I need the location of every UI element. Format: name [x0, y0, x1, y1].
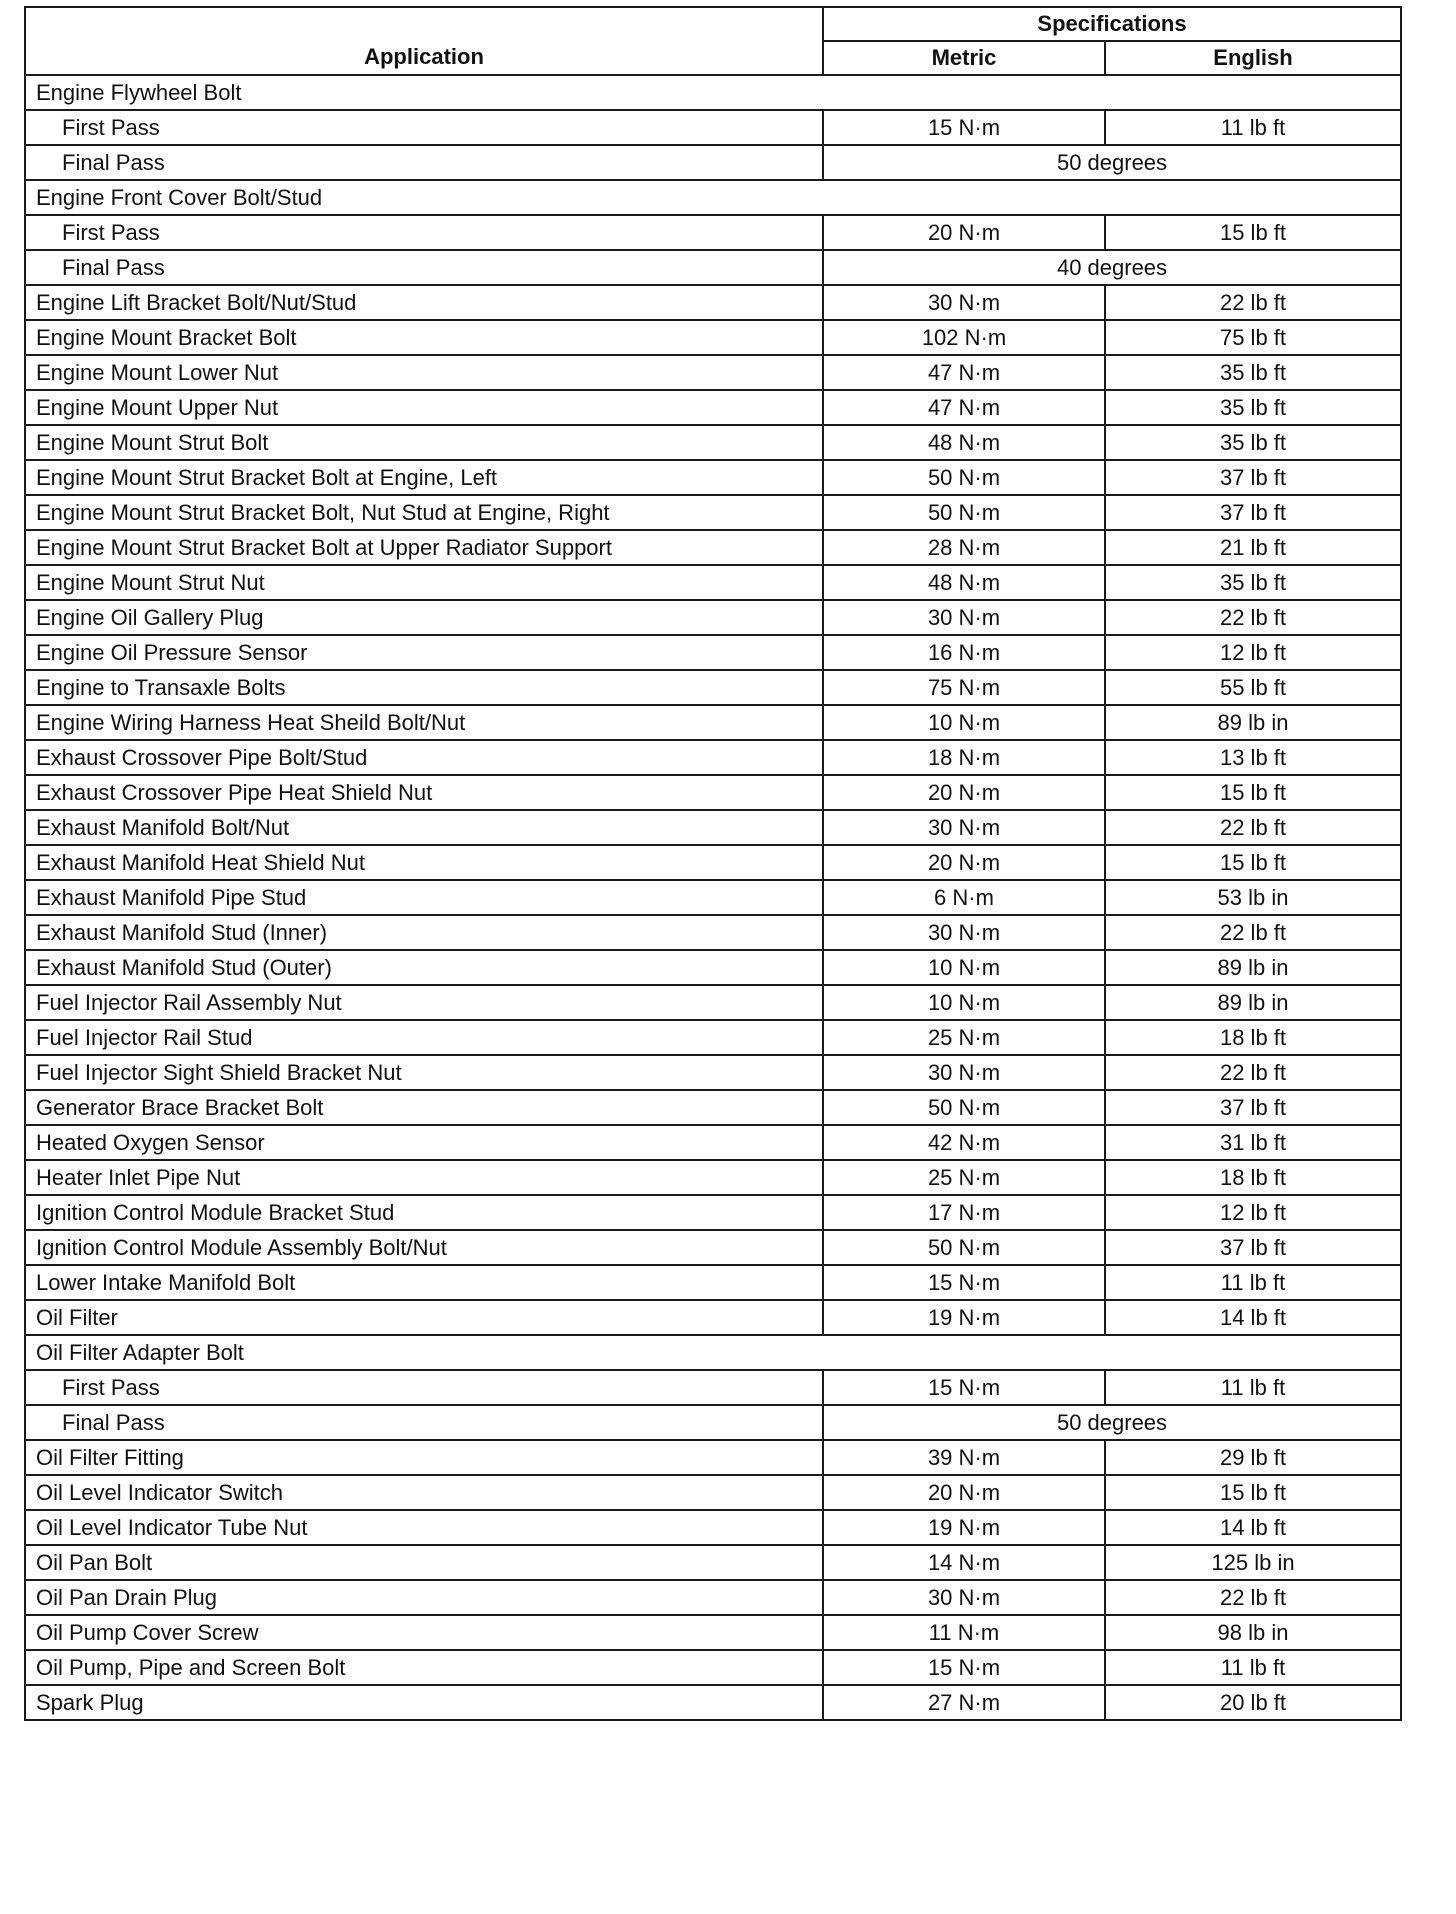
english-cell: 21 lb ft: [1105, 530, 1401, 565]
table-row: [25, 565, 1401, 600]
table-row: [25, 670, 1401, 705]
metric-cell: 25 N·m: [823, 1020, 1105, 1055]
metric-cell: 48 N·m: [823, 565, 1105, 600]
english-cell: 22 lb ft: [1105, 285, 1401, 320]
table-row: [25, 355, 1401, 390]
metric-cell: 48 N·m: [823, 425, 1105, 460]
spec-span-cell: 50 degrees: [823, 1405, 1401, 1440]
english-cell: 35 lb ft: [1105, 355, 1401, 390]
metric-cell: 6 N·m: [823, 880, 1105, 915]
table-row: [25, 635, 1401, 670]
english-cell: 15 lb ft: [1105, 1475, 1401, 1510]
table-row: [25, 75, 1401, 110]
english-cell: 11 lb ft: [1105, 1265, 1401, 1300]
english-cell: 22 lb ft: [1105, 810, 1401, 845]
application-cell: Engine Oil Gallery Plug: [25, 600, 823, 635]
english-cell: 12 lb ft: [1105, 635, 1401, 670]
english-cell: 22 lb ft: [1105, 600, 1401, 635]
torque-spec-table: [24, 6, 1402, 1721]
metric-cell: 20 N·m: [823, 1475, 1105, 1510]
application-cell: Oil Filter Adapter Bolt: [25, 1335, 1401, 1370]
metric-cell: 14 N·m: [823, 1545, 1105, 1580]
metric-cell: 16 N·m: [823, 635, 1105, 670]
application-cell: Oil Pump Cover Screw: [25, 1615, 823, 1650]
application-cell: Engine Mount Strut Bracket Bolt, Nut Stud at Engine, Right: [25, 495, 823, 530]
metric-cell: 11 N·m: [823, 1615, 1105, 1650]
english-cell: 125 lb in: [1105, 1545, 1401, 1580]
application-cell: Engine Mount Strut Bracket Bolt at Engine, Left: [25, 460, 823, 495]
spec-span-cell: 40 degrees: [823, 250, 1401, 285]
table-row: [25, 1370, 1401, 1405]
english-cell: 11 lb ft: [1105, 110, 1401, 145]
application-cell: Fuel Injector Rail Stud: [25, 1020, 823, 1055]
application-cell: Engine Mount Strut Bolt: [25, 425, 823, 460]
table-row: [25, 1300, 1401, 1335]
table-row: [25, 810, 1401, 845]
table-row: [25, 1020, 1401, 1055]
application-cell: First Pass: [25, 215, 823, 250]
application-cell: Exhaust Manifold Heat Shield Nut: [25, 845, 823, 880]
application-cell: Oil Pan Drain Plug: [25, 1580, 823, 1615]
application-cell: Exhaust Manifold Bolt/Nut: [25, 810, 823, 845]
application-cell: Spark Plug: [25, 1685, 823, 1720]
metric-cell: 30 N·m: [823, 810, 1105, 845]
spec-table-body: [25, 75, 1401, 1720]
table-row: [25, 145, 1401, 180]
application-cell: Fuel Injector Sight Shield Bracket Nut: [25, 1055, 823, 1090]
application-cell: Exhaust Manifold Stud (Inner): [25, 915, 823, 950]
table-row: [25, 1580, 1401, 1615]
application-cell: Ignition Control Module Bracket Stud: [25, 1195, 823, 1230]
table-row: [25, 320, 1401, 355]
metric-cell: 20 N·m: [823, 845, 1105, 880]
table-row: [25, 985, 1401, 1020]
application-cell: Engine Flywheel Bolt: [25, 75, 1401, 110]
application-cell: Oil Filter: [25, 1300, 823, 1335]
table-row: [25, 1510, 1401, 1545]
table-row: [25, 1265, 1401, 1300]
application-cell: Engine Mount Bracket Bolt: [25, 320, 823, 355]
metric-cell: 30 N·m: [823, 1580, 1105, 1615]
metric-cell: 50 N·m: [823, 1230, 1105, 1265]
table-row: [25, 705, 1401, 740]
table-row: [25, 1475, 1401, 1510]
metric-cell: 27 N·m: [823, 1685, 1105, 1720]
application-cell: Exhaust Crossover Pipe Bolt/Stud: [25, 740, 823, 775]
english-cell: 14 lb ft: [1105, 1300, 1401, 1335]
english-cell: 89 lb in: [1105, 950, 1401, 985]
application-cell: Final Pass: [25, 1405, 823, 1440]
application-cell: Engine to Transaxle Bolts: [25, 670, 823, 705]
table-row: [25, 740, 1401, 775]
table-row: [25, 1685, 1401, 1720]
application-cell: Ignition Control Module Assembly Bolt/Nut: [25, 1230, 823, 1265]
application-cell: Exhaust Manifold Pipe Stud: [25, 880, 823, 915]
metric-cell: 30 N·m: [823, 915, 1105, 950]
application-cell: Engine Mount Lower Nut: [25, 355, 823, 390]
table-row: [25, 1230, 1401, 1265]
table-row: [25, 600, 1401, 635]
table-row: [25, 1405, 1401, 1440]
metric-cell: 75 N·m: [823, 670, 1105, 705]
metric-cell: 18 N·m: [823, 740, 1105, 775]
english-cell: 15 lb ft: [1105, 775, 1401, 810]
english-cell: 22 lb ft: [1105, 1580, 1401, 1615]
metric-cell: 50 N·m: [823, 460, 1105, 495]
table-row: [25, 215, 1401, 250]
english-cell: 29 lb ft: [1105, 1440, 1401, 1475]
table-row: [25, 495, 1401, 530]
english-cell: 18 lb ft: [1105, 1160, 1401, 1195]
table-row: [25, 285, 1401, 320]
english-cell: 89 lb in: [1105, 705, 1401, 740]
application-cell: Oil Pan Bolt: [25, 1545, 823, 1580]
application-cell: Oil Level Indicator Switch: [25, 1475, 823, 1510]
application-cell: Generator Brace Bracket Bolt: [25, 1090, 823, 1125]
application-cell: Final Pass: [25, 250, 823, 285]
table-row: [25, 1650, 1401, 1685]
application-header: Application: [25, 7, 823, 75]
application-cell: Heater Inlet Pipe Nut: [25, 1160, 823, 1195]
table-row: [25, 950, 1401, 985]
english-cell: 31 lb ft: [1105, 1125, 1401, 1160]
metric-cell: 39 N·m: [823, 1440, 1105, 1475]
application-cell: Fuel Injector Rail Assembly Nut: [25, 985, 823, 1020]
application-cell: Final Pass: [25, 145, 823, 180]
table-row: [25, 110, 1401, 145]
metric-cell: 20 N·m: [823, 775, 1105, 810]
application-cell: Engine Mount Strut Nut: [25, 565, 823, 600]
metric-cell: 30 N·m: [823, 600, 1105, 635]
table-row: [25, 460, 1401, 495]
metric-cell: 42 N·m: [823, 1125, 1105, 1160]
english-header: English: [1105, 41, 1401, 75]
metric-cell: 17 N·m: [823, 1195, 1105, 1230]
header-row-top: [25, 7, 1401, 41]
english-cell: 35 lb ft: [1105, 390, 1401, 425]
metric-cell: 25 N·m: [823, 1160, 1105, 1195]
metric-cell: 15 N·m: [823, 1265, 1105, 1300]
english-cell: 18 lb ft: [1105, 1020, 1401, 1055]
application-cell: Engine Oil Pressure Sensor: [25, 635, 823, 670]
english-cell: 11 lb ft: [1105, 1650, 1401, 1685]
metric-cell: 10 N·m: [823, 705, 1105, 740]
application-cell: First Pass: [25, 1370, 823, 1405]
application-cell: Engine Mount Strut Bracket Bolt at Upper Radiator Support: [25, 530, 823, 565]
metric-cell: 20 N·m: [823, 215, 1105, 250]
table-row: [25, 250, 1401, 285]
application-cell: Lower Intake Manifold Bolt: [25, 1265, 823, 1300]
table-row: [25, 1090, 1401, 1125]
table-row: [25, 180, 1401, 215]
table-row: [25, 1055, 1401, 1090]
metric-cell: 30 N·m: [823, 285, 1105, 320]
table-row: [25, 1440, 1401, 1475]
english-cell: 13 lb ft: [1105, 740, 1401, 775]
metric-cell: 19 N·m: [823, 1300, 1105, 1335]
english-cell: 22 lb ft: [1105, 1055, 1401, 1090]
application-cell: Engine Mount Upper Nut: [25, 390, 823, 425]
application-cell: Heated Oxygen Sensor: [25, 1125, 823, 1160]
table-row: [25, 775, 1401, 810]
metric-cell: 102 N·m: [823, 320, 1105, 355]
metric-cell: 10 N·m: [823, 950, 1105, 985]
table-row: [25, 1195, 1401, 1230]
english-cell: 15 lb ft: [1105, 845, 1401, 880]
english-cell: 75 lb ft: [1105, 320, 1401, 355]
table-row: [25, 1125, 1401, 1160]
metric-cell: 10 N·m: [823, 985, 1105, 1020]
application-cell: Exhaust Manifold Stud (Outer): [25, 950, 823, 985]
application-cell: Engine Front Cover Bolt/Stud: [25, 180, 1401, 215]
metric-header: Metric: [823, 41, 1105, 75]
english-cell: 35 lb ft: [1105, 425, 1401, 460]
metric-cell: 30 N·m: [823, 1055, 1105, 1090]
english-cell: 89 lb in: [1105, 985, 1401, 1020]
english-cell: 35 lb ft: [1105, 565, 1401, 600]
application-cell: Engine Wiring Harness Heat Sheild Bolt/Nut: [25, 705, 823, 740]
english-cell: 37 lb ft: [1105, 1230, 1401, 1265]
metric-cell: 15 N·m: [823, 110, 1105, 145]
metric-cell: 47 N·m: [823, 355, 1105, 390]
english-cell: 37 lb ft: [1105, 1090, 1401, 1125]
metric-cell: 15 N·m: [823, 1650, 1105, 1685]
english-cell: 20 lb ft: [1105, 1685, 1401, 1720]
table-row: [25, 915, 1401, 950]
english-cell: 37 lb ft: [1105, 460, 1401, 495]
english-cell: 98 lb in: [1105, 1615, 1401, 1650]
table-row: [25, 530, 1401, 565]
english-cell: 11 lb ft: [1105, 1370, 1401, 1405]
application-cell: Engine Lift Bracket Bolt/Nut/Stud: [25, 285, 823, 320]
table-row: [25, 1160, 1401, 1195]
metric-cell: 50 N·m: [823, 1090, 1105, 1125]
english-cell: 22 lb ft: [1105, 915, 1401, 950]
metric-cell: 50 N·m: [823, 495, 1105, 530]
english-cell: 55 lb ft: [1105, 670, 1401, 705]
english-cell: 37 lb ft: [1105, 495, 1401, 530]
specifications-header: Specifications: [823, 7, 1401, 41]
application-cell: Oil Pump, Pipe and Screen Bolt: [25, 1650, 823, 1685]
metric-cell: 28 N·m: [823, 530, 1105, 565]
table-row: [25, 390, 1401, 425]
table-row: [25, 845, 1401, 880]
metric-cell: 47 N·m: [823, 390, 1105, 425]
spec-span-cell: 50 degrees: [823, 145, 1401, 180]
application-cell: Oil Level Indicator Tube Nut: [25, 1510, 823, 1545]
metric-cell: 19 N·m: [823, 1510, 1105, 1545]
table-row: [25, 425, 1401, 460]
application-cell: Oil Filter Fitting: [25, 1440, 823, 1475]
metric-cell: 15 N·m: [823, 1370, 1105, 1405]
english-cell: 15 lb ft: [1105, 215, 1401, 250]
table-row: [25, 1335, 1401, 1370]
english-cell: 12 lb ft: [1105, 1195, 1401, 1230]
english-cell: 53 lb in: [1105, 880, 1401, 915]
table-row: [25, 1545, 1401, 1580]
table-row: [25, 1615, 1401, 1650]
table-row: [25, 880, 1401, 915]
application-cell: Exhaust Crossover Pipe Heat Shield Nut: [25, 775, 823, 810]
application-cell: First Pass: [25, 110, 823, 145]
english-cell: 14 lb ft: [1105, 1510, 1401, 1545]
